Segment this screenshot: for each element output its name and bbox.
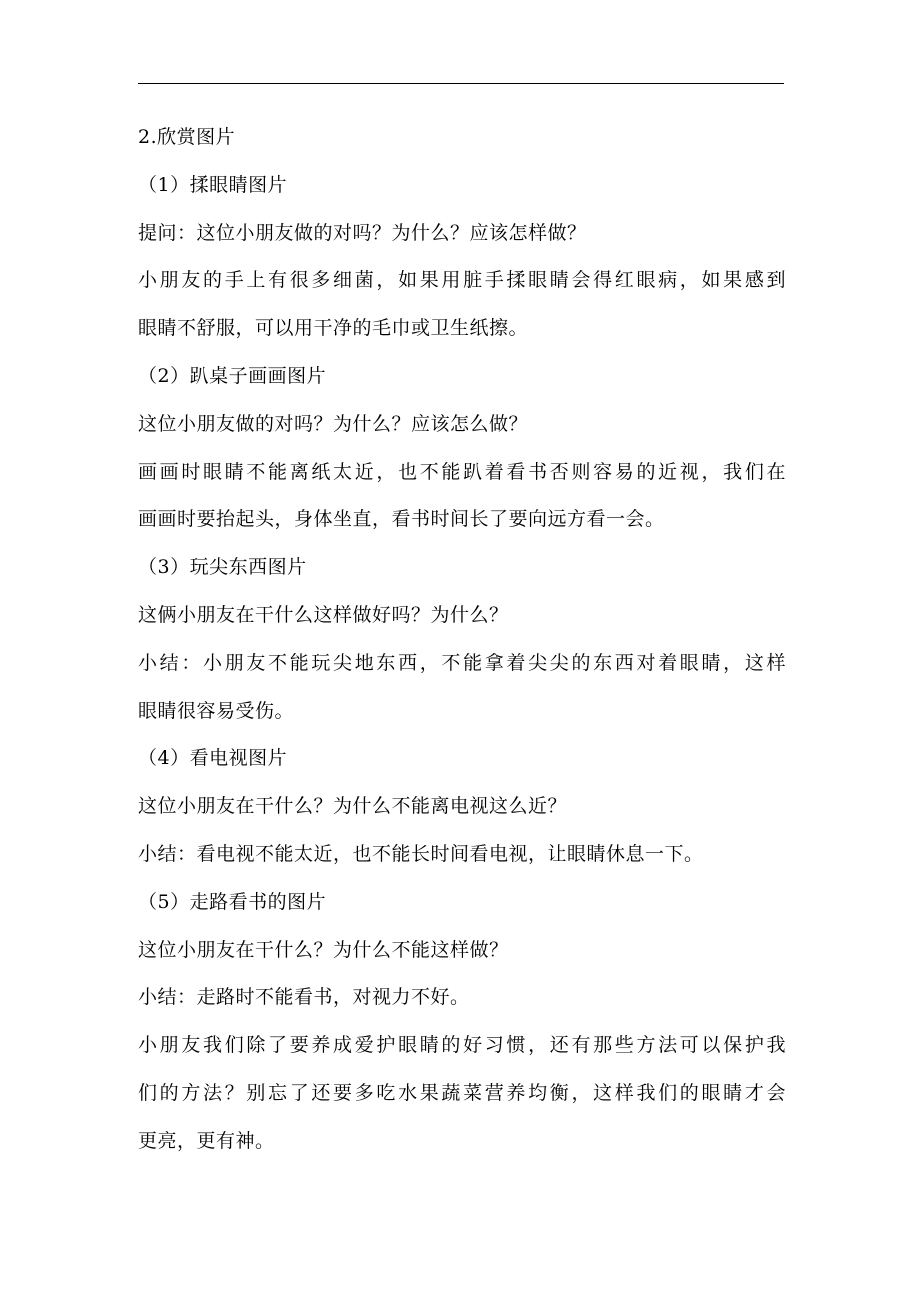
summary-line: 眼睛很容易受伤。 bbox=[138, 699, 295, 722]
summary-line: 小结：小朋友不能玩尖地东西，不能拿着尖尖的东西对着眼睛，这样 bbox=[138, 651, 786, 674]
subheading-walking-reading: （5）走路看书的图片 bbox=[138, 890, 327, 913]
section-heading: 2.欣赏图片 bbox=[138, 126, 236, 148]
subheading-rub-eyes: （1）揉眼睛图片 bbox=[138, 173, 288, 196]
paragraph-line: 小朋友的手上有很多细菌，如果用脏手揉眼睛会得红眼病，如果感到 bbox=[138, 269, 786, 292]
closing-paragraph-line: 更亮，更有神。 bbox=[138, 1129, 275, 1152]
subheading-tv: （4）看电视图片 bbox=[138, 747, 288, 770]
subheading-sharp-objects: （3）玩尖东西图片 bbox=[138, 556, 307, 579]
question-line: 这位小朋友在干什么？为什么不能这样做？ bbox=[138, 938, 509, 961]
closing-paragraph-line: 们的方法？别忘了还要多吃水果蔬菜营养均衡，这样我们的眼睛才会 bbox=[138, 1081, 786, 1104]
question-line: 这俩小朋友在干什么这样做好吗？为什么？ bbox=[138, 603, 509, 626]
closing-paragraph-line: 小朋友我们除了要养成爱护眼睛的好习惯，还有那些方法可以保护我 bbox=[138, 1034, 786, 1057]
summary-line: 小结：看电视不能太近，也不能长时间看电视，让眼睛休息一下。 bbox=[138, 842, 704, 865]
document-body bbox=[138, 114, 786, 1166]
paragraph-line: 画画时要抬起头，身体坐直，看书时间长了要向远方看一会。 bbox=[138, 508, 665, 531]
paragraph-line: 眼睛不舒服，可以用干净的毛巾或卫生纸擦。 bbox=[138, 317, 529, 340]
paragraph-line: 画画时眼睛不能离纸太近，也不能趴着看书否则容易的近视，我们在 bbox=[138, 460, 786, 483]
summary-line: 小结：走路时不能看书，对视力不好。 bbox=[138, 986, 470, 1009]
question-line: 提问：这位小朋友做的对吗？为什么？应该怎样做？ bbox=[138, 221, 587, 244]
question-line: 这位小朋友在干什么？为什么不能离电视这么近？ bbox=[138, 795, 568, 818]
header-rule bbox=[138, 83, 784, 84]
question-line: 这位小朋友做的对吗？为什么？应该怎么做？ bbox=[138, 412, 529, 435]
subheading-drawing: （2）趴桌子画画图片 bbox=[138, 364, 327, 387]
